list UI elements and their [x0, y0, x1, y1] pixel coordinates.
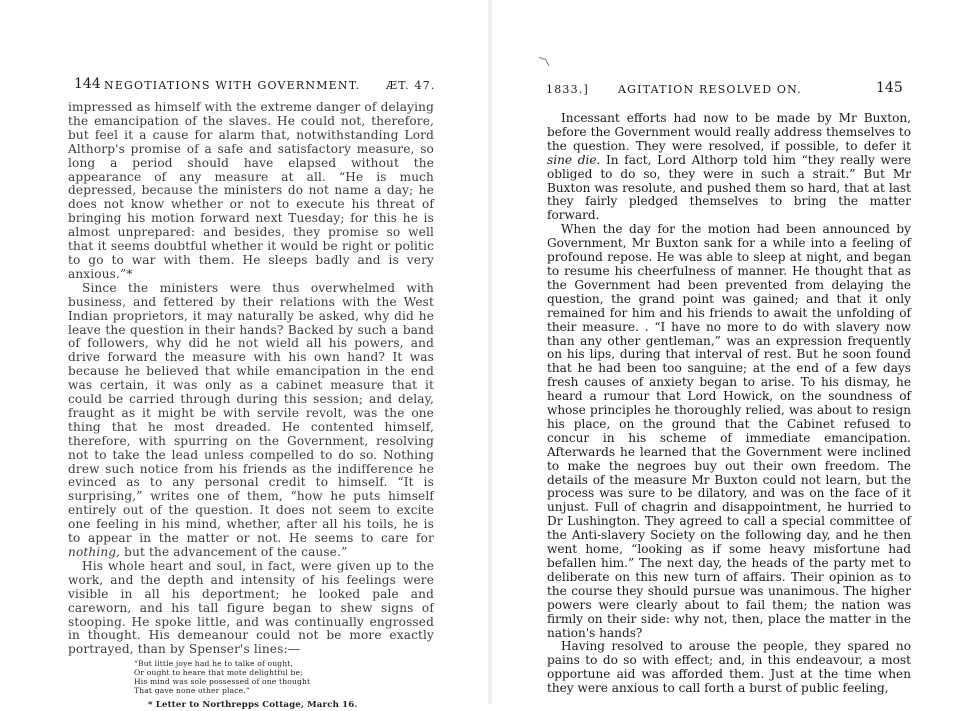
- left-age-marker: ÆT. 47.: [386, 79, 436, 92]
- left-paragraph-2-end: but the advancement of the cause.”: [124, 545, 348, 559]
- right-year-marker: 1833.]: [546, 83, 589, 96]
- left-paragraph-2-text: Since the ministers were thus overwhelmed with business, and fettered by their relations with the West Indian proprietors, it may naturally be asked, why did he leave the question in their hands? Backed by such a band of followers, why did he not wield all his powers, and drive forward the measure with his own hand? It was because he believed that while emancipation in the end was certain, it was only as a cabinet measure that it could be carried through during this session; and delay, fraught as it might be with servile revolt, was the one thing that he most dreaded. He contented himself, therefore, with spurring on the Government, resolving not to take the lead unless compelled to do so. Nothing drew such notice from his friends as the indifference he evinced as to any personal credit to himself. “It is surprising,” writes one of them, “how he puts himself entirely out of the question. It does not seem to excite one feeling in his mind, whether, after all his toils, he is to appear in the matter or not. He seems to care for: [68, 280, 434, 546]
- right-paragraph-2: When the day for the motion had been announced by Government, Mr Buxton sank for a while into a feeling of profound repose. He was able to sleep at night, and began to resume his cheerfulness of manner. He thought that as the Government had been prevented from delaying the question, the grand point was gained; and that it only remained for him and his friends to await the unfolding of their measure. . “I have no more to do with slavery now than any other gentleman,” was an expression frequently on his lips, during that interval of rest. But he soon found that he had been too sanguine; at the end of a few days fresh causes of anxiety began to arise. To his dismay, he heard a rumour that Lord Howick, on the soundness of whose principles he thoroughly relied, was about to resign his place, on the ground that the Cabinet refused to concur in his scheme of immediate emancipation. Afterwards he learned that the Government were inclined to make the negroes buy out their own freedom. The details of the measure Mr Buxton could not learn, but the process was sure to be dilatory, and was on the face of it unjust. Full of chagrin and disappointment, he hurried to Dr Lushington. They agreed to call a special committee of the Anti-slavery Society on the following day, and he then went home, “looking as if some heavy misfortune had befallen him.” The next day, the heads of the party met to deliberate on this new turn of affairs. Their opinion as to the course they should pursue was unanimous. The higher powers were clearly about to fail them; the nation was firmly on their side: why not, then, place the matter in the nation's hands?: [547, 222, 911, 640]
- right-chapter-title: AGITATION RESOLVED ON.: [618, 83, 802, 96]
- quote-line: Or ought to heare that mote delightful be;: [134, 668, 303, 678]
- left-page-number: 144: [74, 76, 101, 92]
- right-page-number: 145: [876, 80, 903, 96]
- quote-line: “But little joye had he to talke of ought,: [134, 659, 294, 669]
- left-running-head: [74, 76, 436, 99]
- right-running-head: [546, 79, 906, 99]
- quote-line: His mind was sole possessed of one thought: [134, 677, 311, 687]
- right-paragraph-1: [547, 112, 911, 223]
- left-paragraph-2: [68, 282, 434, 560]
- left-paragraph-3: His whole heart and soul, in fact, were given up to the work, and the depth and intensity of his feelings were visible in all his deportment; he looked pale and careworn, and his tall figure began to shew signs of stooping. He spoke little, and was continually engrossed in thought. His demeanour could not be more exactly portrayed, than by Spenser's lines:—: [68, 558, 434, 657]
- right-body-text: [547, 112, 911, 696]
- left-body-text: [68, 101, 434, 711]
- left-paragraph-1: impressed as himself with the extreme danger of delaying the emancipation of the slaves. He could not, therefore, but feel it a cause for alarm that, notwithstanding Lord Althorp's promise of a safe and satisfactory measure, so long a period should have elapsed without the appearance of any measure at all. “He is much depressed, because the ministers do not name a day; he does not know whether or not to execute his threat of bringing his motion forward next Tuesday; for this he is almost unprepared: and besides, they promise so well that it seems doubtful whether it would be right or politic to go to war with them. He sleeps badly and is very anxious.”*: [68, 100, 434, 281]
- left-paragraph-2-italic: nothing,: [68, 545, 121, 559]
- left-chapter-title: NEGOTIATIONS WITH GOVERNMENT.: [104, 79, 361, 92]
- spenser-quote: [134, 659, 434, 695]
- right-paragraph-1-end: In fact, Lord Althorp told him “they really were obliged to do so, they were in such a strait.” But Mr Buxton was resolute, and pushed them so hard, that at last they fairly pledged themselves to bring the matter forward.: [547, 152, 911, 223]
- right-paragraph-1-start: Incessant efforts had now to be made by Mr Buxton, before the Government would really address themselves to the question. They were resolved, if possible, to defer it: [547, 111, 911, 153]
- footnote: * Letter to Northrepps Cottage, March 16.: [148, 700, 358, 711]
- right-page: [490, 0, 980, 704]
- quote-line: That gave none other place.”: [134, 686, 250, 696]
- right-paragraph-3: Having resolved to arouse the people, they spared no pains to do so with effect; and, in this endeavour, a most opportune aid was afforded them. Just at the time when they were anxious to call forth a burst of public feeling,: [547, 639, 911, 696]
- right-paragraph-1-italic: sine die.: [547, 152, 601, 167]
